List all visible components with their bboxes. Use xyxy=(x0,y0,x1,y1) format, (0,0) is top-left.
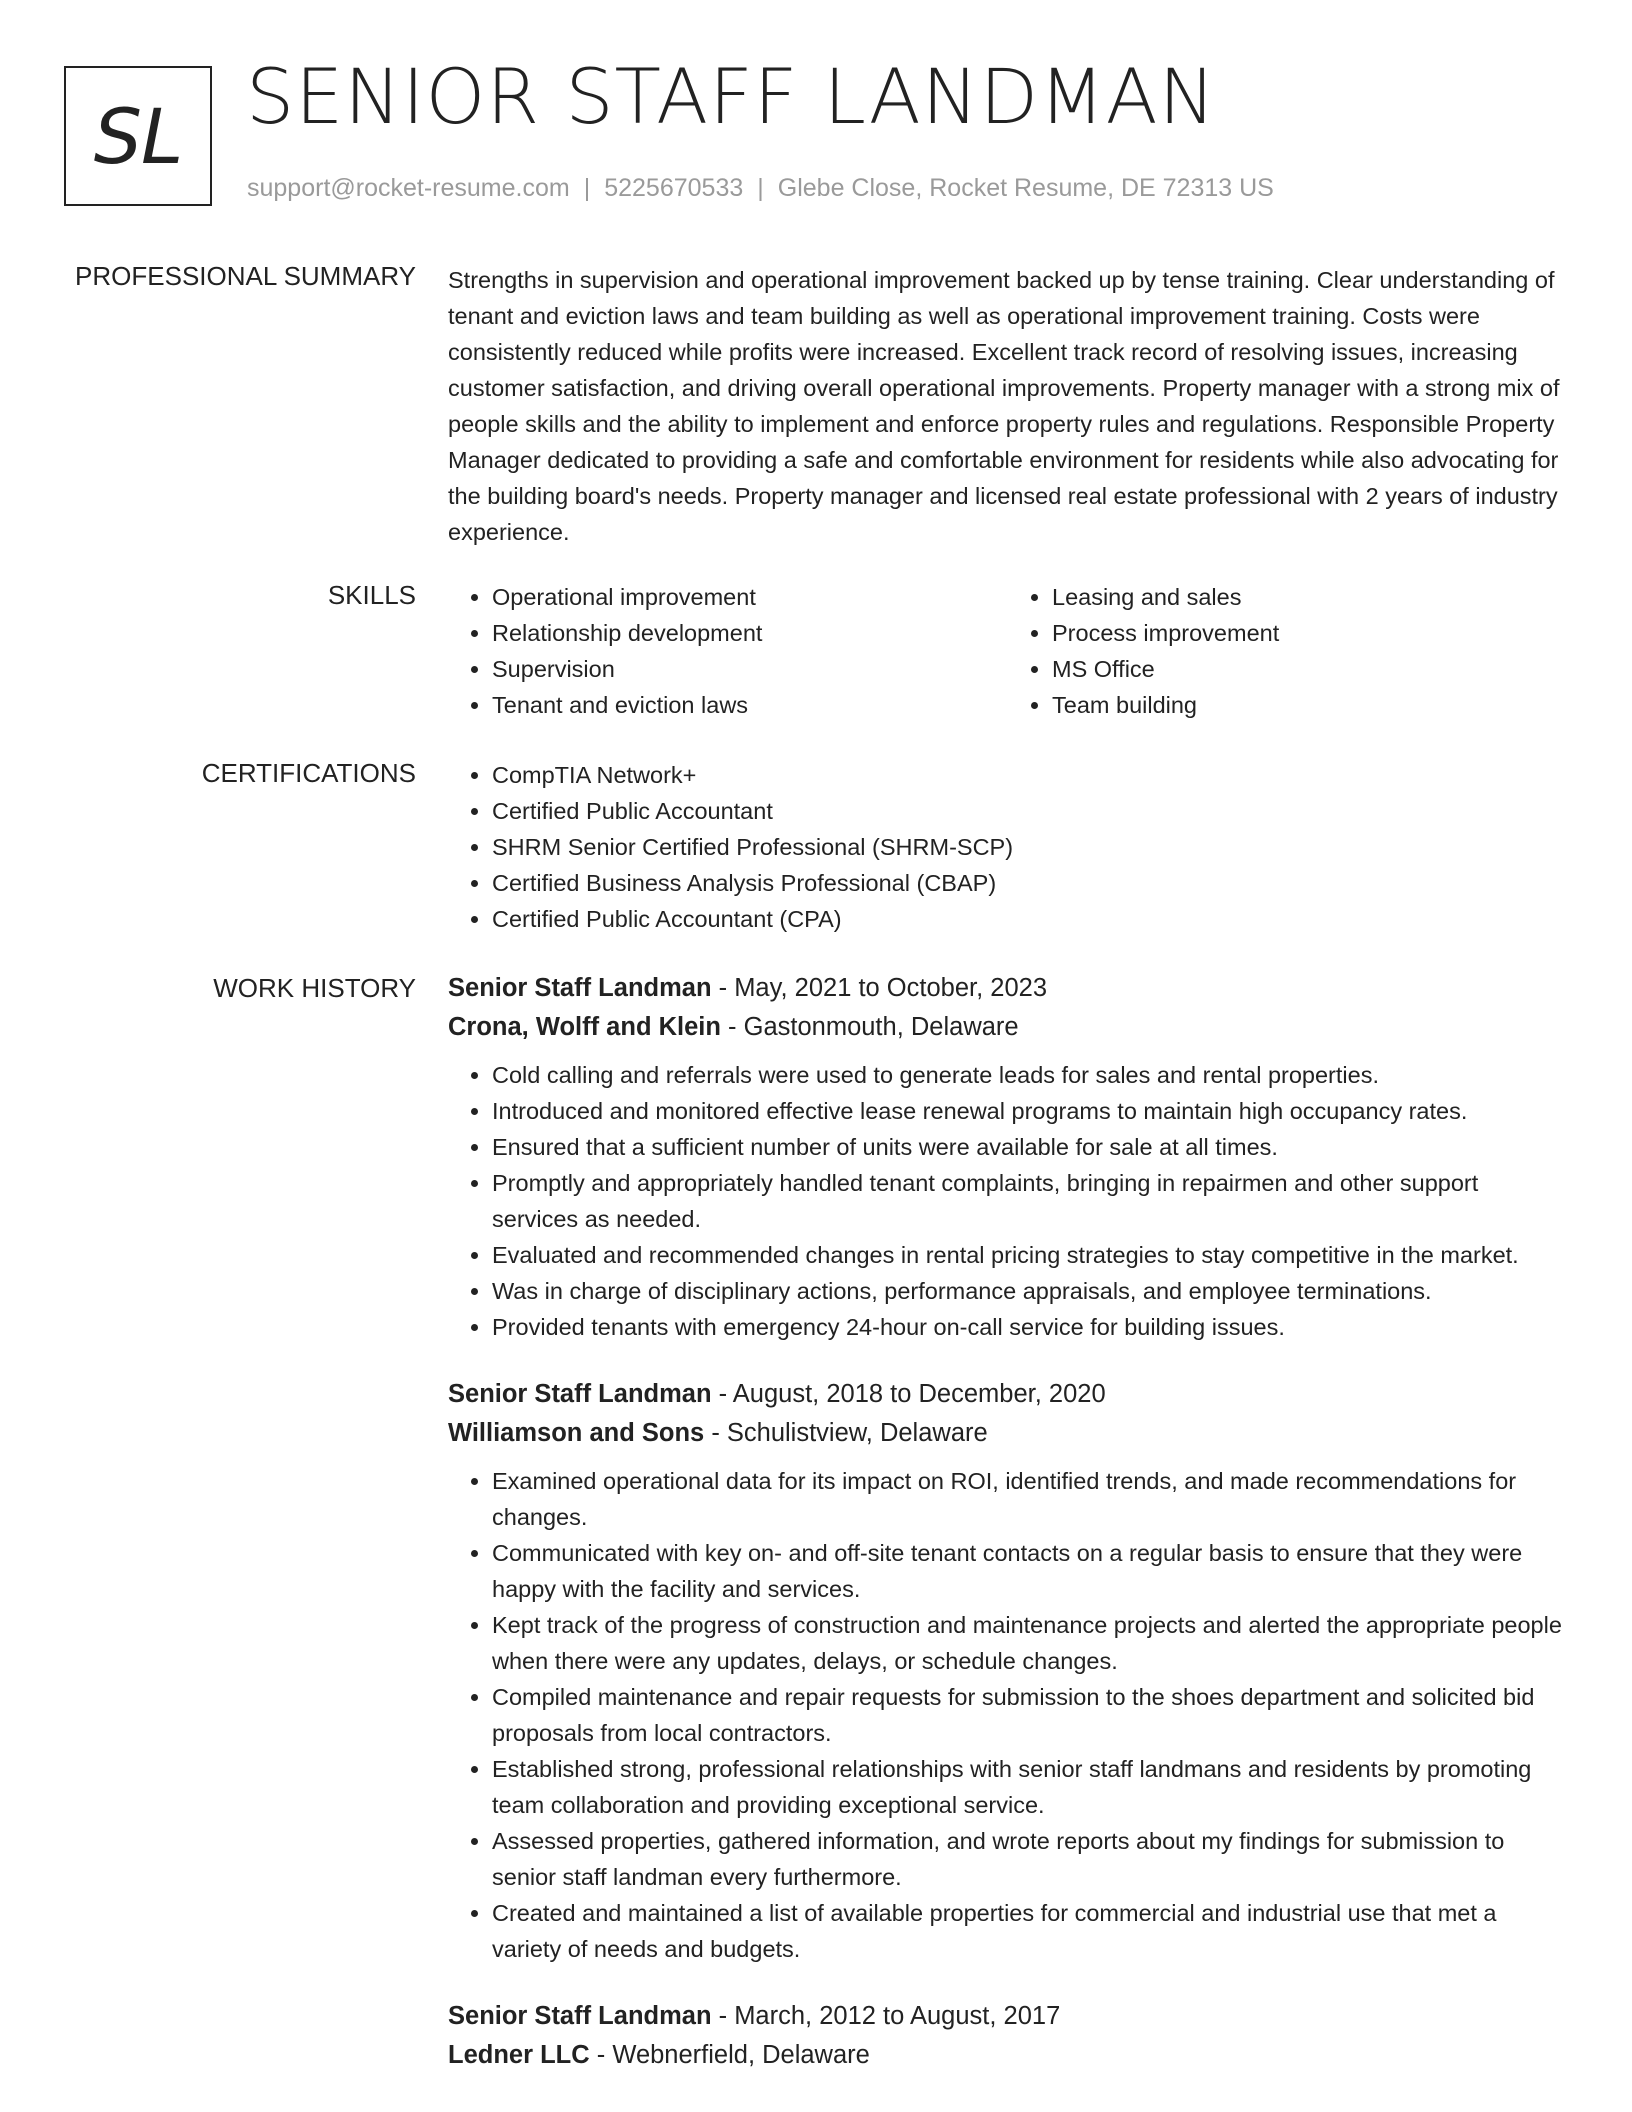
job-title-line xyxy=(448,969,1568,1008)
work-history-body xyxy=(448,969,1568,2075)
contact-separator: | xyxy=(583,174,591,202)
contact-address: Glebe Close, Rocket Resume, DE 72313 US xyxy=(777,174,1274,202)
certifications-label: CERTIFICATIONS xyxy=(201,758,416,788)
job-entry xyxy=(448,1375,1568,1967)
skill-item: • MS Office xyxy=(1052,651,1568,687)
job-title: Senior Staff Landman xyxy=(448,2002,712,2030)
skill-item: • Operational improvement xyxy=(492,579,1008,615)
contact-separator: | xyxy=(757,174,764,202)
certification-item: • SHRM Senior Certified Professional (SHRM-SCP) xyxy=(492,829,1568,865)
certifications-body xyxy=(448,757,1568,937)
job-entry xyxy=(448,969,1568,1345)
job-company-line xyxy=(448,1008,1568,1047)
summary-text: Strengths in supervision and operational improvement backed up by tense training. Clear understanding of tenant and eviction laws and team building as well as operational improvement training. Costs were consistently reduced while profits were increased. Excellent track record of resolving issues, increasing customer satisfaction, and driving overall operational improvements. Property manager with a strong mix of people skills and the ability to implement and enforce property rules and regulations. Responsible Property Manager dedicated to providing a safe and comfortable environment for residents while also advocating for the building board's needs. Property manager and licensed real estate professional with 2 years of industry experience. xyxy=(448,267,1560,545)
job-title: Senior Staff Landman xyxy=(448,974,712,1002)
job-location: - Webnerfield, Delaware xyxy=(589,2041,870,2069)
job-bullets xyxy=(448,1057,1568,1345)
job-bullet: • Ensured that a sufficient number of units were available for sale at all times. xyxy=(492,1129,1568,1165)
skill-item: • Leasing and sales xyxy=(1052,579,1568,615)
skills-label: SKILLS xyxy=(327,580,416,610)
skills-list-col1 xyxy=(448,579,1008,723)
skill-item: • Relationship development xyxy=(492,615,1008,651)
skill-item: • Tenant and eviction laws xyxy=(492,687,1008,723)
job-bullet: • Provided tenants with emergency 24-hour on-call service for building issues. xyxy=(492,1309,1568,1345)
job-bullet: • Cold calling and referrals were used to generate leads for sales and rental properties. xyxy=(492,1057,1568,1093)
job-company: Williamson and Sons xyxy=(448,1419,705,1447)
monogram-box xyxy=(64,66,212,206)
job-dates: - May, 2021 to October, 2023 xyxy=(711,974,1048,1002)
job-bullet: • Kept track of the progress of construction and maintenance projects and alerted the appropriate people when there were any updates, delays, or schedule changes. xyxy=(492,1607,1568,1679)
skill-item: • Supervision xyxy=(492,651,1008,687)
skills-body xyxy=(448,579,1568,723)
job-bullet: • Communicated with key on- and off-site tenant contacts on a regular basis to ensure that they were happy with the facility and services. xyxy=(492,1535,1568,1607)
skills-list-col2 xyxy=(1008,579,1568,723)
skills-grid xyxy=(448,579,1568,723)
job-title-line xyxy=(448,1375,1568,1414)
contact-phone: 5225670533 xyxy=(604,174,744,202)
job-location: - Gastonmouth, Delaware xyxy=(720,1013,1019,1041)
summary-label: PROFESSIONAL SUMMARY xyxy=(75,261,416,291)
job-bullet: • Assessed properties, gathered information, and wrote reports about my findings for submission to senior staff landman every furthermore. xyxy=(492,1823,1568,1895)
job-bullet: • Compiled maintenance and repair requests for submission to the shoes department and solicited bid proposals from local contractors. xyxy=(492,1679,1568,1751)
certification-item: • CompTIA Network+ xyxy=(492,757,1568,793)
job-bullet: • Promptly and appropriately handled tenant complaints, bringing in repairmen and other support services as needed. xyxy=(492,1165,1568,1237)
job-company-line xyxy=(448,1414,1568,1453)
job-bullet: • Introduced and monitored effective lease renewal programs to maintain high occupancy rates. xyxy=(492,1093,1568,1129)
certification-item: • Certified Business Analysis Professional (CBAP) xyxy=(492,865,1568,901)
contact-line xyxy=(247,174,1274,203)
job-company: Crona, Wolff and Klein xyxy=(448,1013,721,1041)
job-bullet: • Examined operational data for its impact on ROI, identified trends, and made recommendations for changes. xyxy=(492,1463,1568,1535)
job-location: - Schulistview, Delaware xyxy=(704,1419,988,1447)
job-bullets xyxy=(448,1463,1568,1967)
resume-name: SENIOR STAFF LANDMAN xyxy=(246,52,1217,141)
job-company: Ledner LLC xyxy=(448,2041,590,2069)
job-bullet: • Evaluated and recommended changes in rental pricing strategies to stay competitive in the market. xyxy=(492,1237,1568,1273)
certifications-list xyxy=(448,757,1568,937)
job-entry xyxy=(448,1997,1568,2075)
certification-item: • Certified Public Accountant (CPA) xyxy=(492,901,1568,937)
job-title-line xyxy=(448,1997,1568,2036)
job-bullet: • Established strong, professional relationships with senior staff landmans and residents by promoting team collaboration and providing exceptional service. xyxy=(492,1751,1568,1823)
contact-email: support@rocket-resume.com xyxy=(247,174,570,202)
job-bullet: • Created and maintained a list of available properties for commercial and industrial use that met a variety of needs and budgets. xyxy=(492,1895,1568,1967)
monogram-initials: SL xyxy=(93,91,183,181)
work-history-label: WORK HISTORY xyxy=(213,973,416,1003)
job-dates: - March, 2012 to August, 2017 xyxy=(711,2002,1061,2030)
certification-item: • Certified Public Accountant xyxy=(492,793,1568,829)
job-bullet: • Was in charge of disciplinary actions, performance appraisals, and employee terminations. xyxy=(492,1273,1568,1309)
job-title: Senior Staff Landman xyxy=(448,1380,712,1408)
job-company-line xyxy=(448,2036,1568,2075)
skill-item: • Process improvement xyxy=(1052,615,1568,651)
job-dates: - August, 2018 to December, 2020 xyxy=(711,1380,1106,1408)
skill-item: • Team building xyxy=(1052,687,1568,723)
